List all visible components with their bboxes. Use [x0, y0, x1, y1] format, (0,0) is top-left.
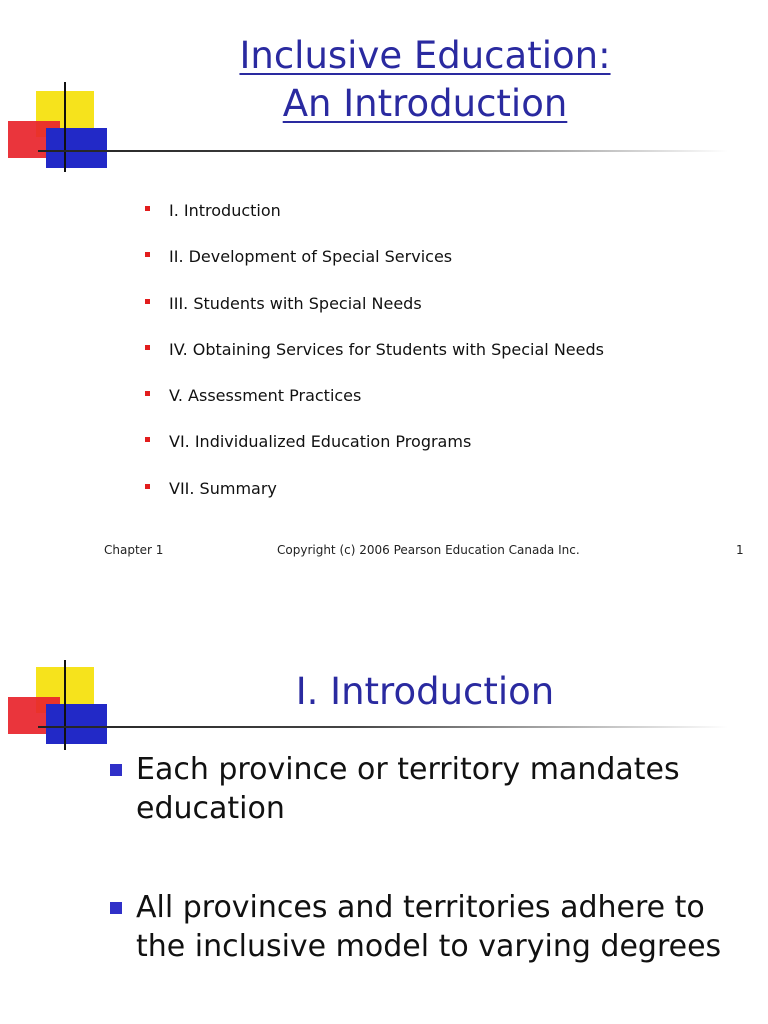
logo-yellow-square [36, 667, 94, 713]
logo-blue-square [46, 128, 107, 168]
toc-item-label: VII. Summary [169, 478, 277, 498]
red-bullet-icon [145, 299, 150, 304]
toc-item-label: IV. Obtaining Services for Students with Special Needs [169, 339, 604, 359]
slide-1-title [120, 32, 730, 128]
logo-vertical-line [64, 82, 66, 172]
toc-item-label: VI. Individualized Education Programs [169, 432, 472, 452]
slide-2-title: I. Introduction [295, 670, 555, 713]
red-bullet-icon [145, 252, 150, 257]
slide-footer [0, 540, 768, 562]
toc-item-development [145, 244, 604, 290]
toc-item-introduction [145, 198, 604, 244]
slide-1-title-line-2: An Introduction [282, 82, 568, 125]
toc-item-label: II. Development of Special Services [169, 247, 453, 267]
toc-item-students [145, 291, 604, 337]
red-bullet-icon [145, 345, 150, 350]
toc-item-iep [145, 429, 604, 475]
logo-vertical-line [64, 660, 66, 750]
bullet-item-label: Each province or territory mandates education [136, 752, 680, 826]
logo-blue-square [46, 704, 107, 744]
red-bullet-icon [145, 206, 150, 211]
footer-page-number: 1 [736, 543, 744, 557]
red-bullet-icon [145, 484, 150, 489]
footer-chapter: Chapter 1 [104, 543, 164, 557]
toc-item-label: III. Students with Special Needs [169, 293, 422, 313]
toc-item-assessment [145, 383, 604, 429]
slide-2 [0, 606, 768, 1024]
toc-item-summary [145, 476, 604, 522]
slide-1-title-line-1: Inclusive Education: [239, 34, 611, 77]
red-bullet-icon [145, 437, 150, 442]
blue-bullet-icon [110, 902, 122, 914]
title-divider-line [38, 150, 728, 152]
toc-item-label: V. Assessment Practices [169, 386, 362, 406]
toc-item-obtaining-services [145, 337, 604, 383]
logo-red-square [8, 121, 60, 158]
table-of-contents [145, 198, 604, 522]
bullet-item [106, 750, 746, 828]
logo-red-square [8, 697, 60, 734]
logo-yellow-square [36, 91, 94, 137]
bullet-item [106, 888, 746, 966]
bullet-item-label: All provinces and territories adhere to the inclusive model to varying degrees [136, 890, 722, 964]
footer-copyright: Copyright (c) 2006 Pearson Education Canada Inc. [277, 543, 580, 557]
title-divider-line [38, 726, 728, 728]
red-bullet-icon [145, 391, 150, 396]
blue-bullet-icon [110, 764, 122, 776]
toc-item-label: I. Introduction [169, 201, 281, 220]
slide-2-bullets [106, 750, 746, 1024]
